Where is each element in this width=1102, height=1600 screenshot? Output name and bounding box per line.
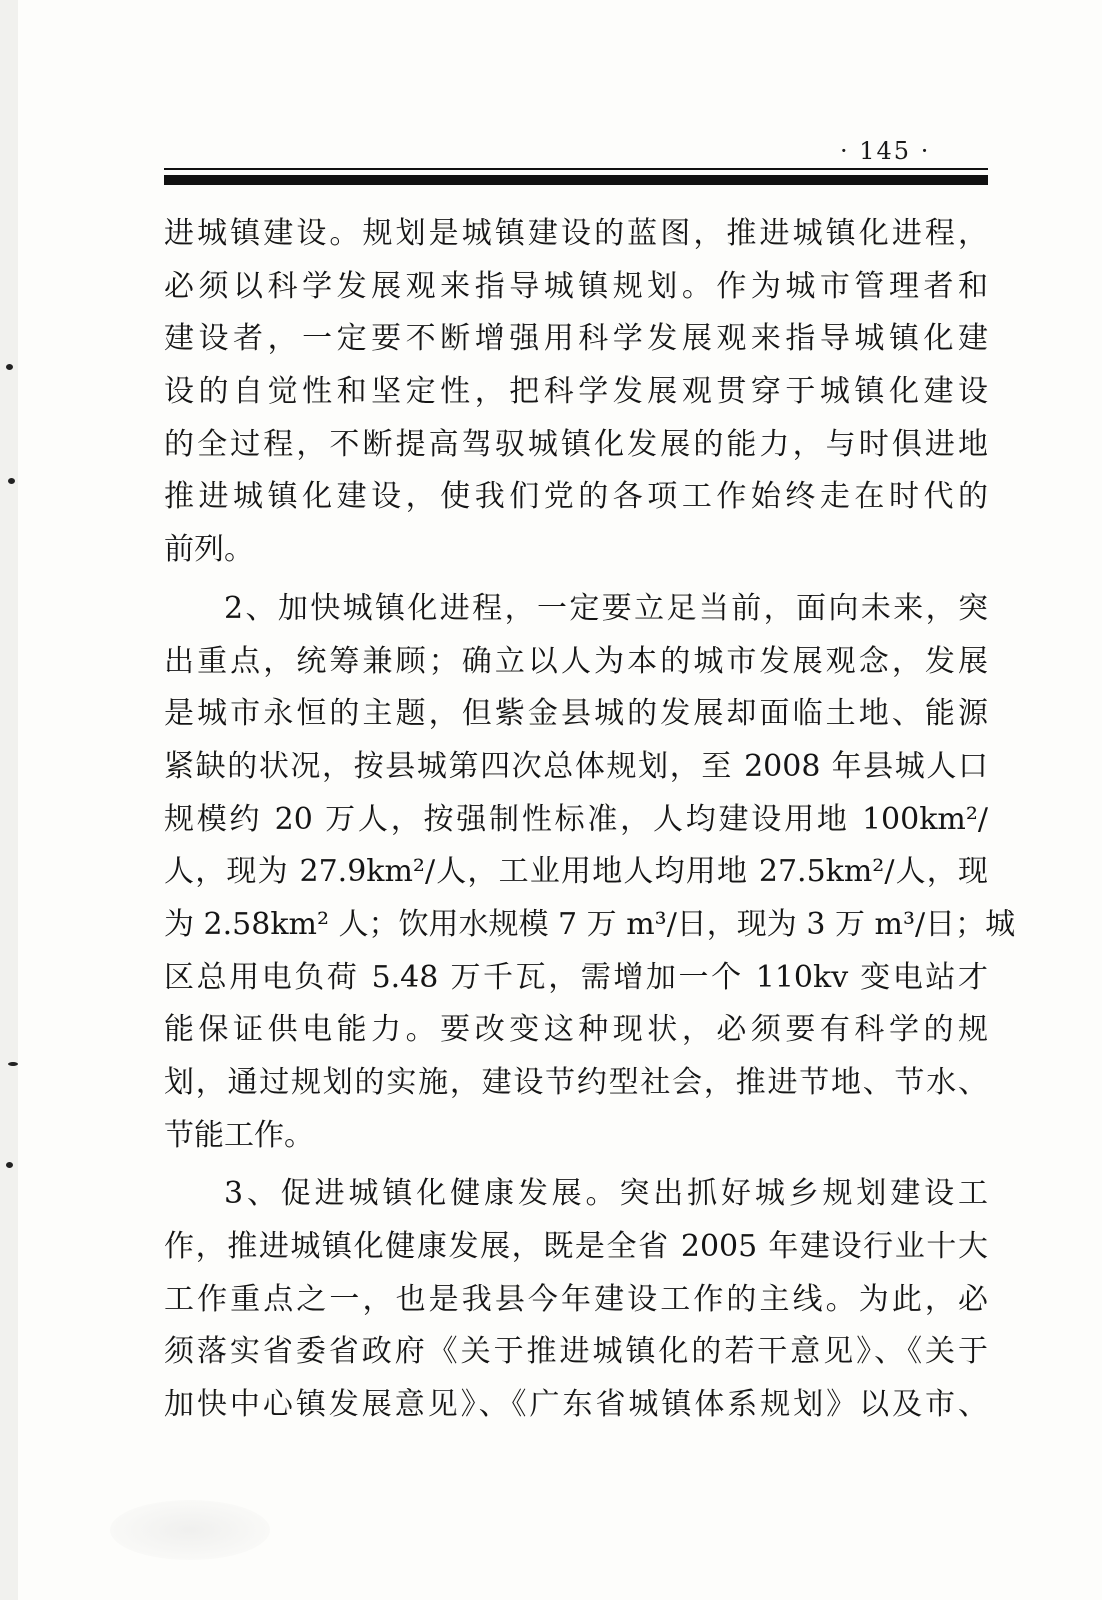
text-line: 规模约 20 万人，按强制性标准，人均建设用地 100km²/ bbox=[164, 801, 988, 837]
text-line: 加快中心镇发展意见》、《广东省城镇体系规划》以及市、 bbox=[164, 1387, 988, 1423]
body-text bbox=[164, 208, 1016, 1432]
text-line: 2、加快城镇化进程，一定要立足当前，面向未来，突 bbox=[224, 590, 988, 626]
header-rule-thick bbox=[164, 175, 988, 185]
text-line: 的全过程，不断提高驾驭城镇化发展的能力，与时俱进地 bbox=[164, 426, 988, 462]
margin-speck bbox=[6, 1162, 13, 1168]
paragraph-3 bbox=[164, 1168, 988, 1431]
paragraph-2 bbox=[164, 583, 1016, 1163]
scan-smudge bbox=[110, 1500, 270, 1560]
text-line: 节能工作。 bbox=[164, 1117, 314, 1153]
text-line: 划，通过规划的实施，建设节约型社会，推进节地、节水、 bbox=[164, 1065, 988, 1100]
text-line: 必须以科学发展观来指导城镇规划。作为城市管理者和 bbox=[164, 268, 988, 304]
text-line: 能保证供电能力。要改变这种现状，必须要有科学的规 bbox=[164, 1012, 988, 1048]
text-line: 建设者，一定要不断增强用科学发展观来指导城镇化建 bbox=[164, 321, 988, 357]
text-line: 区总用电负荷 5.48 万千瓦，需增加一个 110kv 变电站才 bbox=[164, 959, 988, 995]
header-rule-thin bbox=[164, 168, 988, 170]
text-line: 进城镇建设。规划是城镇建设的蓝图，推进城镇化进程， bbox=[164, 216, 988, 251]
text-line: 作，推进城镇化健康发展，既是全省 2005 年建设行业十大 bbox=[164, 1229, 988, 1265]
text-line: 是城市永恒的主题，但紫金县城的发展却面临土地、能源 bbox=[164, 696, 988, 732]
text-line: 为 2.58km² 人；饮用水规模 7 万 m³/日，现为 3 万 m³/日；城 bbox=[164, 906, 1016, 942]
text-line: 3、促进城镇化健康发展。突出抓好城乡规划建设工 bbox=[224, 1176, 988, 1212]
paragraph-1 bbox=[164, 208, 988, 577]
text-line: 人，现为 27.9km²/人，工业用地人均用地 27.5km²/人，现 bbox=[164, 854, 988, 890]
text-line: 出重点，统筹兼顾；确立以人为本的城市发展观念，发展 bbox=[164, 643, 988, 679]
margin-speck bbox=[8, 478, 15, 484]
text-line: 设的自觉性和坚定性，把科学发展观贯穿于城镇化建设 bbox=[164, 374, 988, 410]
margin-speck bbox=[8, 1062, 18, 1066]
text-line: 须落实省委省政府《关于推进城镇化的若干意见》、《关于 bbox=[164, 1334, 988, 1370]
text-line: 推进城镇化建设，使我们党的各项工作始终走在时代的 bbox=[164, 479, 988, 515]
text-line: 工作重点之一，也是我县今年建设工作的主线。为此，必 bbox=[164, 1281, 988, 1317]
text-line: 前列。 bbox=[164, 532, 254, 568]
margin-speck bbox=[6, 364, 13, 370]
page-number: · 145 · bbox=[840, 137, 931, 165]
text-line: 紧缺的状况，按县城第四次总体规划，至 2008 年县城人口 bbox=[164, 748, 988, 784]
